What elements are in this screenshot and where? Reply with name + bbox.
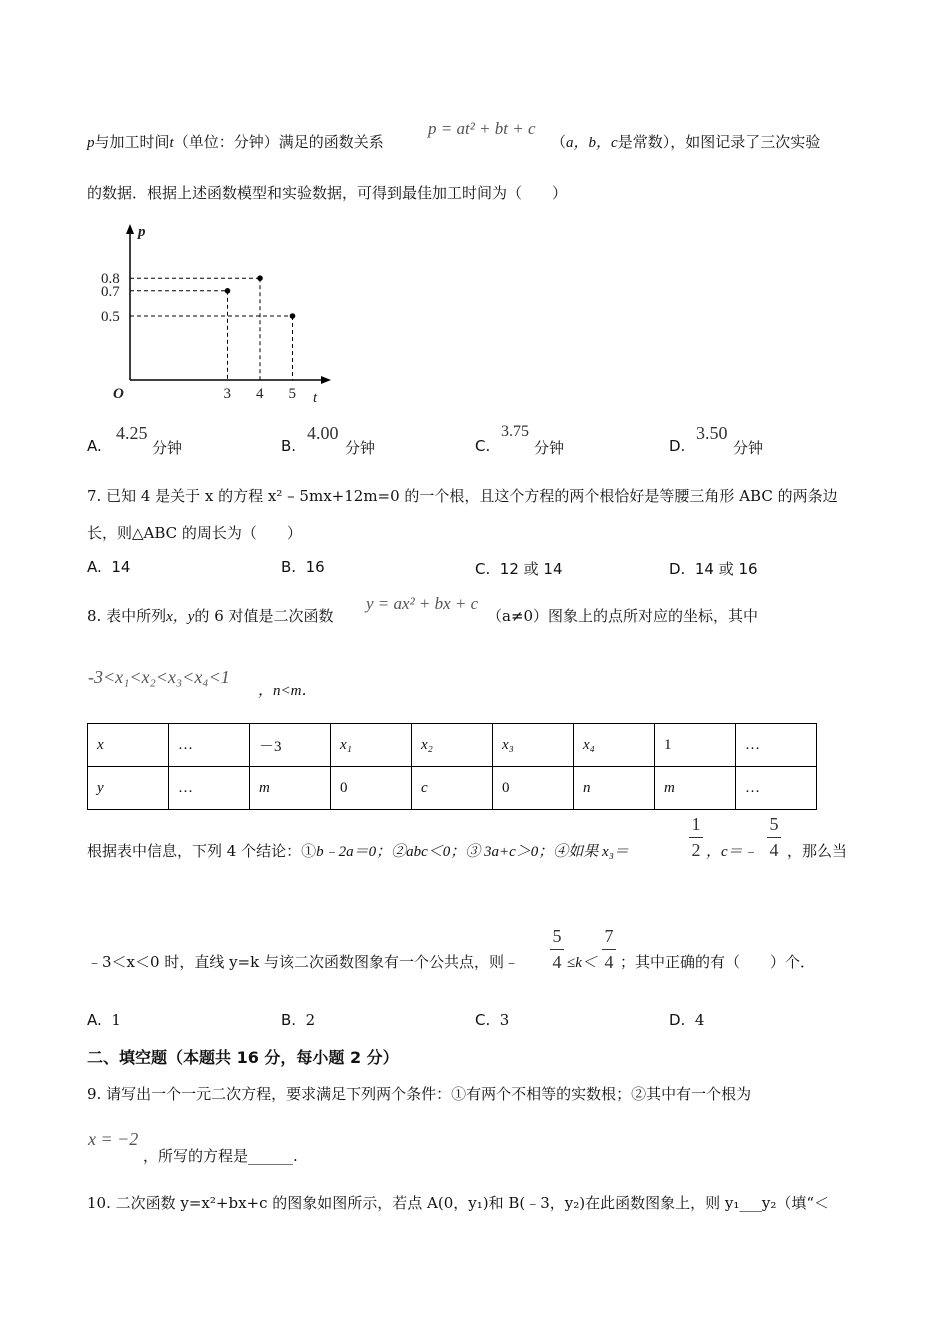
q6-abc: a，b，c bbox=[566, 135, 618, 151]
q10-line1: 10. 二次函数 y=x²+bx+c 的图象如图所示，若点 A(0，y₁)和 B(﹣3，y₂)在此函数图象上，则 y₁___y₂（填“＜ bbox=[87, 1194, 830, 1212]
q8-option-c bbox=[475, 1011, 509, 1029]
option-value: 14 bbox=[111, 558, 131, 576]
q8-formula: y = ax² + bx + c bbox=[366, 594, 479, 613]
option-label: A. bbox=[87, 558, 102, 576]
q8-fraction-4 bbox=[602, 926, 616, 973]
option-label: B. bbox=[281, 437, 297, 455]
q8-line1-tail: （a≠0）图象上的点所对应的坐标，其中 bbox=[487, 607, 759, 625]
table-cell: … bbox=[736, 767, 817, 810]
q9-line1: 9. 请写出一个一元二次方程，要求满足下列两个条件：①有两个不相等的实数根；②其中有一个根为 bbox=[87, 1085, 752, 1103]
option-label: C. bbox=[475, 437, 491, 455]
x-tick-label: 4 bbox=[256, 386, 264, 402]
q6-option-c bbox=[475, 437, 490, 455]
q8-fraction-2 bbox=[767, 814, 781, 861]
q6-option-d-unit: 分钟 bbox=[733, 439, 764, 457]
x-axis-label: t bbox=[313, 390, 318, 406]
y-axis-label: p bbox=[138, 224, 146, 240]
fraction-denominator: 4 bbox=[604, 952, 614, 972]
q6-formula: p = at² + bt + c bbox=[428, 119, 536, 138]
table-cell: … bbox=[736, 724, 817, 767]
table-row bbox=[88, 724, 817, 767]
q6-option-c-value: 3.75 bbox=[501, 423, 529, 440]
fraction-numerator: 5 bbox=[552, 926, 562, 946]
table-cell: 0 bbox=[493, 767, 574, 810]
y-tick-label: 0.5 bbox=[101, 309, 120, 325]
q7-option-d bbox=[669, 558, 758, 579]
option-value: 1 bbox=[111, 1011, 121, 1029]
table-cell: x₄ bbox=[574, 724, 655, 767]
q6-option-d-value: 3.50 bbox=[696, 423, 728, 443]
q8-xy: x，y bbox=[166, 609, 195, 625]
q6-option-d bbox=[669, 437, 685, 455]
q6-option-c-unit: 分钟 bbox=[534, 439, 565, 457]
table-cell: c bbox=[412, 767, 493, 810]
table-cell: m bbox=[655, 767, 736, 810]
option-label: C. bbox=[475, 1011, 491, 1029]
q6-text-d: （单位：分钟）满足的函数关系 bbox=[173, 133, 384, 151]
q6-option-a-unit: 分钟 bbox=[152, 439, 183, 457]
table-cell: … bbox=[169, 724, 250, 767]
table-row bbox=[88, 767, 817, 810]
q7-option-b bbox=[281, 558, 325, 576]
table-cell: x₁ bbox=[331, 724, 412, 767]
origin-label: O bbox=[113, 386, 124, 402]
q6-text-e: （ bbox=[551, 133, 567, 151]
q6-option-b bbox=[281, 437, 296, 455]
table-cell: x bbox=[88, 724, 169, 767]
q8-text-4c: ；其中正确的有（ ）个． bbox=[620, 953, 816, 971]
fraction-numerator: 7 bbox=[604, 926, 614, 946]
q9-line2: ，所写的方程是______. bbox=[143, 1147, 298, 1165]
table-cell: n bbox=[574, 767, 655, 810]
q8-option-a bbox=[87, 1011, 121, 1029]
q8-line3 bbox=[87, 840, 629, 861]
option-label: B. bbox=[281, 558, 297, 576]
q8-option-b bbox=[281, 1011, 315, 1029]
option-value: 4 bbox=[694, 1011, 705, 1029]
q8-fraction-3 bbox=[550, 926, 564, 973]
q6-line1 bbox=[87, 131, 384, 152]
q8-text-3d: ，那么当 bbox=[787, 842, 848, 860]
option-value: 2 bbox=[305, 1011, 316, 1029]
q8-text-a: 8. 表中所列 bbox=[87, 607, 167, 625]
var-t: t bbox=[169, 135, 174, 151]
q6-option-b-value: 4.00 bbox=[307, 423, 339, 443]
x-tick-label: 3 bbox=[223, 386, 231, 402]
q6-option-b-unit: 分钟 bbox=[345, 439, 376, 457]
q6-chart bbox=[95, 212, 345, 412]
option-label: A. bbox=[87, 1011, 102, 1029]
table-cell: x₂ bbox=[412, 724, 493, 767]
q8-text-3c: ，c＝﹣ bbox=[706, 844, 758, 860]
table-cell: －3 bbox=[250, 724, 331, 767]
table-cell: 1 bbox=[655, 724, 736, 767]
table-cell: m bbox=[250, 767, 331, 810]
fraction-denominator: 2 bbox=[691, 840, 701, 860]
q8-fraction-1 bbox=[689, 814, 703, 861]
y-tick-label: 0.8 bbox=[101, 271, 120, 288]
option-value: 12 或 14 bbox=[499, 560, 563, 578]
option-label: C. bbox=[475, 560, 491, 578]
q6-option-a-value: 4.25 bbox=[116, 423, 148, 443]
table-cell: y bbox=[88, 767, 169, 810]
q7-option-c bbox=[475, 558, 563, 579]
option-label: D. bbox=[669, 1011, 686, 1029]
q8-condition-2: ，n<m． bbox=[258, 683, 317, 699]
q6-text-f: 是常数），如图记录了三次实验 bbox=[617, 133, 821, 151]
q6-option-a bbox=[87, 437, 102, 455]
q8-line1 bbox=[87, 605, 334, 626]
q8-text-3b: b﹣2a＝0；②abc＜0；③ 3a+c＞0；④如果 x₃＝ bbox=[316, 844, 629, 860]
section-heading: 二、填空题（本题共 16 分，每小题 2 分） bbox=[87, 1048, 399, 1067]
fraction-numerator: 5 bbox=[769, 814, 779, 834]
var-p: p bbox=[87, 135, 95, 151]
x-axis-arrow bbox=[321, 376, 331, 384]
q8-text-4b: ≤k＜ bbox=[567, 955, 597, 971]
q6-line2: 的数据．根据上述函数模型和实验数据，可得到最佳加工时间为（ ） bbox=[87, 184, 568, 202]
q7-line1: 7. 已知 4 是关于 x 的方程 x² – 5mx+12m=0 的一个根，且这个方程的两个根恰好是等腰三角形 ABC 的两条边 bbox=[87, 487, 838, 505]
option-value: 14 或 16 bbox=[694, 560, 758, 578]
fraction-denominator: 4 bbox=[552, 952, 562, 972]
data-point bbox=[257, 275, 263, 281]
data-point bbox=[225, 288, 231, 294]
data-point bbox=[290, 313, 296, 319]
option-label: D. bbox=[669, 437, 686, 455]
option-value: 16 bbox=[305, 558, 325, 576]
x-tick-label: 5 bbox=[288, 386, 296, 402]
q9-formula: x = −2 bbox=[88, 1129, 139, 1149]
q7-option-a bbox=[87, 558, 130, 576]
q6-text-b: 与加工时间 bbox=[94, 133, 170, 151]
fraction-denominator: 4 bbox=[769, 840, 779, 860]
option-label: B. bbox=[281, 1011, 297, 1029]
y-axis-arrow bbox=[126, 224, 134, 234]
option-label: D. bbox=[669, 560, 686, 578]
table-cell: 0 bbox=[331, 767, 412, 810]
q8-condition: -3<x₁<x₂<x₃<x₄<1 bbox=[88, 667, 230, 687]
q6-line1-tail bbox=[551, 131, 820, 152]
table-cell: … bbox=[169, 767, 250, 810]
q8-values-table bbox=[87, 723, 817, 810]
q8-text-c: 的 6 对值是二次函数 bbox=[194, 607, 334, 625]
option-value: 3 bbox=[499, 1011, 510, 1029]
option-label: A. bbox=[87, 437, 102, 455]
table-cell: x₃ bbox=[493, 724, 574, 767]
q8-line4: ﹣3＜x＜0 时，直线 y=k 与该二次函数图象有一个公共点，则﹣ bbox=[87, 953, 519, 971]
q8-text-3a: 根据表中信息，下列 4 个结论：① bbox=[87, 842, 317, 860]
fraction-numerator: 1 bbox=[691, 814, 701, 834]
q8-option-d bbox=[669, 1011, 704, 1029]
y-tick-label: 0.7 bbox=[101, 283, 120, 300]
q7-line2: 长，则△ABC 的周长为（ ） bbox=[87, 524, 302, 542]
